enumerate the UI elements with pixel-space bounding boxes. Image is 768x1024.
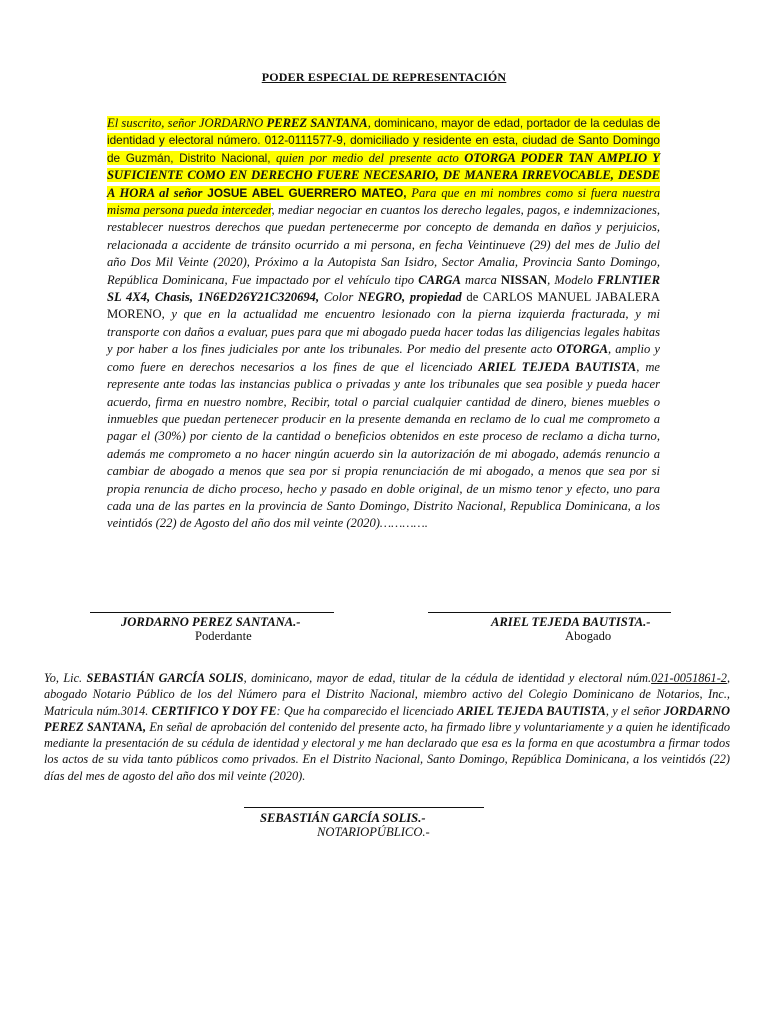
highlighted-grant-clause xyxy=(107,116,660,217)
body-segment: Color xyxy=(319,290,358,305)
attorney-in-fact-name: JOSUE ABEL GUERRERO MATEO, xyxy=(202,185,407,200)
notary-segment: : Que ha comparecido el licenciado xyxy=(276,703,457,718)
document-title: PODER ESPECIAL DE REPRESENTACIÓN xyxy=(261,70,507,84)
notary-segment: Yo, Lic. xyxy=(44,671,87,685)
vehicle-make: NISSAN xyxy=(500,272,548,287)
body-segment: quien por medio del presente acto xyxy=(270,150,465,165)
vehicle-type: CARGA xyxy=(418,272,461,287)
vehicle-color: NEGRO, propiedad xyxy=(357,290,462,305)
lawyer-signature-name: ARIEL TEJEDA BAUTISTA.- xyxy=(491,615,651,629)
notary-segment: , abogado Notario Público de los del Número para el Distrito Nacional, miembro activo del Colegio Dominicano de Notarios, Inc., Matricula núm.3014. xyxy=(44,671,731,718)
notary-name: SEBASTIÁN GARCÍA SOLIS xyxy=(86,671,244,685)
notary-role: NOTARIOPÚBLICO.- xyxy=(317,825,430,839)
notary-id-number: 021-0051861-2 xyxy=(651,671,727,685)
grant-statement: OTORGA PODER TAN AMPLIO Y SUFICIENTE COMO EN DERECHO FUERE NECESARIO, DE MANERA IRREVOCABLE, DESDE A HORA al señor xyxy=(107,150,660,200)
grantor-identity-details: dominicano, mayor de edad, portador de la cedulas de identidad y electoral número. 012-0111577-9, domiciliado y residente en esta, ciudad de Santo Domingo de Guzmán, Distrito Nacional, xyxy=(107,116,661,165)
body-segment: marca xyxy=(460,272,501,287)
power-of-attorney-body xyxy=(107,115,660,533)
grantor-surname: PEREZ SANTANA xyxy=(266,116,368,130)
grant-keyword: OTORGA xyxy=(556,342,608,357)
notary-signature-name: SEBASTIÁN GARCÍA SOLIS.- xyxy=(260,811,426,825)
lawyer-signature-line xyxy=(428,612,671,613)
lawyer-name: ARIEL TEJEDA BAUTISTA xyxy=(478,359,637,374)
body-segment: Para que en mi nombres como si fuera nuestra misma persona pueda interceder xyxy=(107,185,661,218)
appearing-lawyer-name: ARIEL TEJEDA BAUTISTA xyxy=(456,703,606,718)
vehicle-owner: de CARLOS MANUEL JABALERA MORENO xyxy=(107,290,660,322)
grantor-signature-name: JORDARNO PEREZ SANTANA.- xyxy=(121,615,301,629)
appearing-grantor-name: JORDARNO PEREZ SANTANA, xyxy=(44,703,731,734)
grantor-signature-line xyxy=(90,612,334,613)
notary-signature-line xyxy=(244,807,484,808)
notary-certification xyxy=(44,670,730,784)
body-segment: El suscrito, señor JORDARNO xyxy=(107,116,267,130)
notary-segment: , dominicano, mayor de edad, titular de la cédula de identidad y electoral núm. xyxy=(243,671,652,685)
certification-phrase: CERTIFICO Y DOY FE xyxy=(151,703,277,718)
notary-segment: En señal de aprobación del contenido del presente acto, ha firmado libre y voluntariamente y a quien he identificado mediante la presentación de su cédula de identidad y electoral y me han declarado que esa es la forma en que acostumbra a firmar todos los actos de su vida tanto públicos como privados. En el Distrito Nacional, Santo Domingo, República Dominicana, a los veintidós (22) días del mes de agosto del año dos mil veinte (2020). xyxy=(44,719,730,783)
body-segment: , mediar negociar en cuantos los derecho legales, pagos, e indemnizaciones, restablecer nuestros derechos que puedan pertenecerme por concepto de demanda en daños y perjuicios, relacionada a accidente de tránsito ocurrido a mi persona, en fecha Veintinueve (29) del mes de Julio del año Dos Mil Veinte (2020), Próximo a la Autopista San Isidro, Sector Amalia, Provincia Santo Domingo, República Dominicana, Fue impactado por el vehículo tipo xyxy=(107,203,661,287)
body-segment: , Modelo xyxy=(547,272,598,287)
vehicle-model-chassis: FRLNTIER SL 4X4, Chasis, 1N6ED26Y21C320694, xyxy=(107,272,660,305)
body-segment: , y que en la actualidad me encuentro lesionado con la pierna izquierda fracturada, y mi transporte con daños a evaluar, pues para que mi abogado pueda hacer todas las diligencias legales habitas y por haber a los fines judiciales por ante los tribunales. Por medio del presente acto xyxy=(107,307,660,357)
notary-segment: , y el señor xyxy=(605,703,664,718)
grantor-role: Poderdante xyxy=(195,629,252,643)
lawyer-role: Abogado xyxy=(565,629,612,643)
body-segment: , xyxy=(367,116,375,130)
body-segment: , amplio y como fuere en derechos necesarios a los fines de que el licenciado xyxy=(107,342,660,374)
body-segment: , me represente ante todas las instancias publica o privadas y ante los tribunales que sea posible y pueda hacer acuerdo, firma en nuestro nombre, Recibir, total o parcial cualquier cantidad de dinero, bienes muebles o inmuebles que puedan pertenecer producir en la presente demanda en reclamo de lo cual me comprometo a pagar el (30%) por ciento de la cantidad o beneficios obtenidos en este proceso de reclamo a dicha turno, además me comprometo a no hacer ningún acuerdo sin la autorización de mi abogado, además renuncio a cambiar de abogado a menos que sea por si propia renunciación de mi abogado, a menos que sea por si propia renuncia de dicho proceso, hecho y pasado en doble original, de un mismo tenor y efecto, uno para cada una de las partes en la provincia de Santo Domingo, Distrito Nacional, Republica Dominicana, a los veintidós (22) de Agosto del año dos mil veinte (2020)…………. xyxy=(107,359,661,531)
